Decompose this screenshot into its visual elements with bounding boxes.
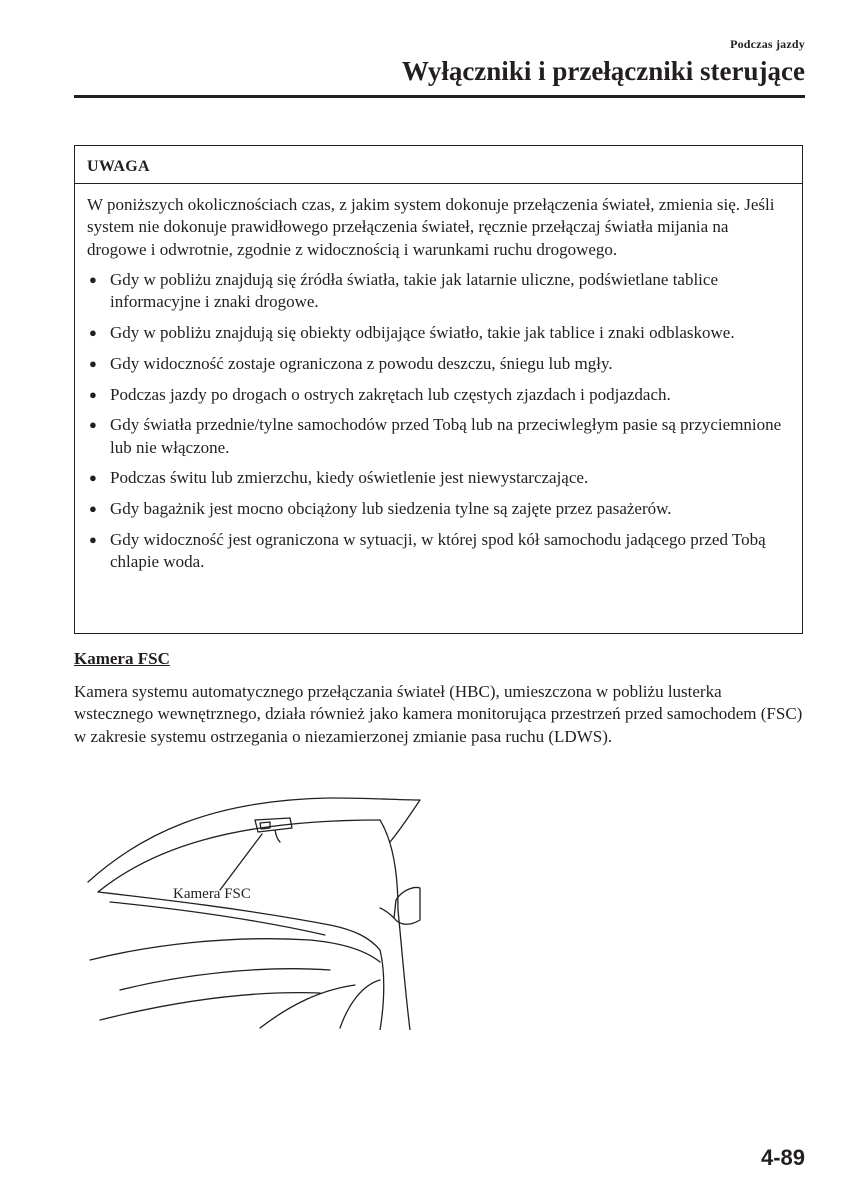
- bullet-item: [87, 322, 788, 344]
- bullet-item: [87, 269, 788, 314]
- bullet-icon: ●: [89, 532, 97, 548]
- bullet-text: Gdy światła przednie/tylne samochodów przed Tobą lub na przeciwległym pasie są przyciemnione lub nie włączone.: [110, 415, 782, 457]
- windshield-illustration: [80, 790, 425, 1030]
- bullet-item: [87, 414, 788, 459]
- title-rule: [74, 95, 805, 98]
- bullet-text: Gdy widoczność zostaje ograniczona z powodu deszczu, śniegu lub mgły.: [110, 353, 613, 373]
- section-label: Podczas jazdy: [730, 37, 805, 51]
- camera-section-heading: Kamera FSC: [74, 649, 170, 668]
- bullet-text: Gdy w pobliżu znajdują się źródła światła, takie jak latarnie uliczne, podświetlane tablice informacyjne i znaki drogowe.: [110, 269, 718, 312]
- bullet-icon: ●: [89, 386, 97, 402]
- bullet-item: [87, 353, 788, 375]
- bullet-text: Podczas świtu lub zmierzchu, kiedy oświetlenie jest niewystarczające.: [110, 468, 589, 488]
- bullet-text: Gdy bagażnik jest mocno obciążony lub siedzenia tylne są zajęte przez pasażerów.: [110, 499, 672, 519]
- bullet-icon: ●: [89, 355, 97, 371]
- bullet-icon: ●: [89, 417, 97, 433]
- page-number: 4-89: [760, 1145, 805, 1170]
- notice-bullet-list: [87, 269, 788, 574]
- camera-section-text: Kamera systemu automatycznego przełączania świateł (HBC), umieszczona w pobliżu lusterka wstecznego wewnętrznego, działa również jako kamera monitorująca przestrzeń przed samochodem (FSC) w zakresie systemu ostrzegania o niezamierzonej zmianie pasa ruchu (LDWS).: [74, 682, 803, 746]
- notice-body: [75, 184, 802, 574]
- bullet-item: [87, 498, 788, 520]
- bullet-item: [87, 529, 788, 574]
- notice-heading: UWAGA: [75, 146, 802, 184]
- bullet-icon: ●: [89, 501, 97, 517]
- bullet-icon: ●: [89, 324, 97, 340]
- page-title: Wyłączniki i przełączniki sterujące: [401, 56, 805, 86]
- bullet-icon: ●: [89, 470, 97, 486]
- car-windshield-drawing: [80, 790, 425, 1030]
- bullet-item: [87, 384, 788, 406]
- notice-box: [74, 145, 803, 634]
- figure-label-camera: Kamera FSC: [173, 886, 251, 902]
- notice-intro: W poniższych okolicznościach czas, z jakim system dokonuje przełączenia świateł, zmienia się. Jeśli system nie dokonuje prawidłowego przełączenia świateł, ręcznie przełączaj światła mijania na drogowe i odwrotnie, zgodnie z widocznością i warunkami ruchu drogowego.: [87, 195, 775, 259]
- bullet-item: [87, 467, 788, 489]
- bullet-text: Gdy widoczność jest ograniczona w sytuacji, w której spod kół samochodu jadącego przed Tobą chlapie woda.: [110, 530, 766, 572]
- bullet-text: Gdy w pobliżu znajdują się obiekty odbijające światło, takie jak tablice i znaki odblaskowe.: [110, 322, 735, 342]
- bullet-text: Podczas jazdy po drogach o ostrych zakrętach lub częstych zjazdach i podjazdach.: [110, 384, 671, 404]
- bullet-icon: ●: [89, 271, 97, 287]
